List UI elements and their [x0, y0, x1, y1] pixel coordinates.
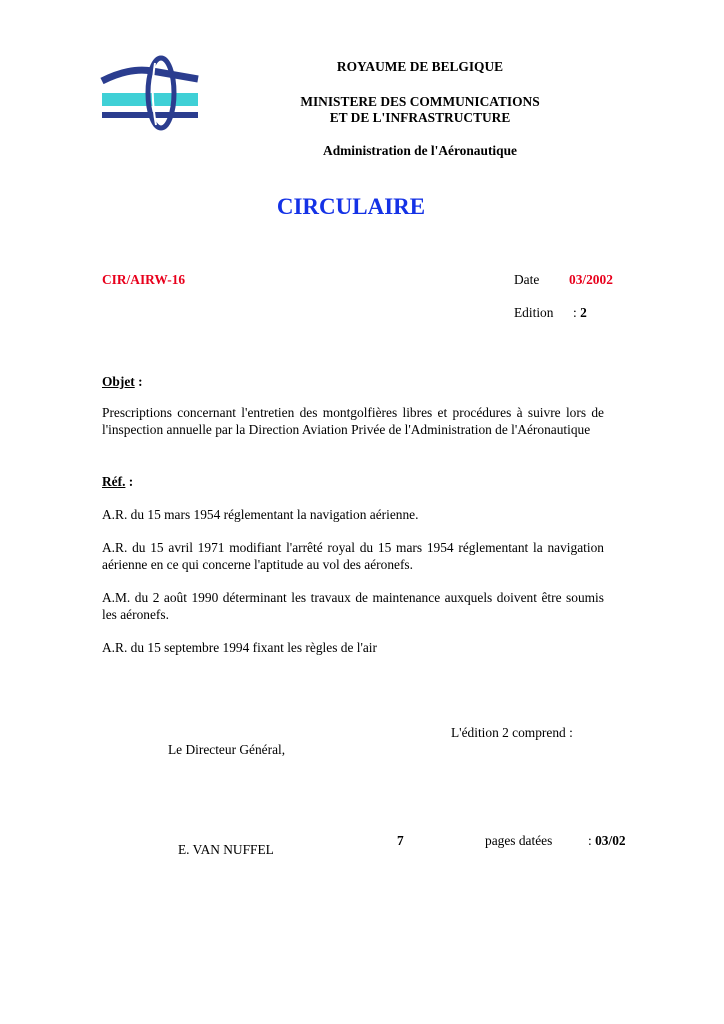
date-value: 03/2002	[569, 272, 613, 287]
pages-date: 03/02	[595, 833, 626, 848]
country-heading: ROYAUME DE BELGIQUE	[336, 59, 504, 74]
signature-name: E. VAN NUFFEL	[178, 842, 274, 857]
edition-separator: :	[573, 305, 577, 320]
pages-date-line	[588, 833, 626, 849]
pages-date-separator: :	[588, 833, 592, 848]
page-count: 7	[397, 833, 404, 848]
document-title: CIRCULAIRE	[276, 194, 426, 219]
signature-role: Le Directeur Général,	[168, 742, 286, 757]
ministry-line-2: ET DE L'INFRASTRUCTURE	[329, 110, 511, 125]
ref-item: A.R. du 15 septembre 1994 fixant les règles de l'air	[102, 640, 377, 655]
objet-label: Objet	[102, 374, 135, 389]
objet-text: Prescriptions concernant l'entretien des montgolfières libres et procédures à suivre lors de l'inspection annuelle par la Direction Aviation Privée de l'Administration de l'Aéronautique	[102, 405, 604, 437]
ref-item: A.R. du 15 avril 1971 modifiant l'arrêté royal du 15 mars 1954 réglementant la navigation aérienne en ce qui concerne l'aptitude au vol des aéronefs.	[102, 540, 604, 572]
objet-colon: :	[134, 374, 143, 389]
edition-summary-heading: L'édition 2 comprend :	[451, 725, 573, 740]
objet-heading	[102, 374, 143, 390]
ref-colon: :	[125, 474, 134, 489]
edition-value: 2	[580, 305, 587, 320]
date-label: Date	[514, 272, 540, 287]
circular-reference: CIR/AIRW-16	[102, 272, 186, 287]
edition-label: Edition	[514, 305, 554, 320]
ref-label: Réf.	[102, 474, 126, 489]
ref-heading	[102, 474, 133, 490]
administration-heading: Administration de l'Aéronautique	[323, 143, 517, 158]
edition-line	[573, 305, 587, 321]
ministry-line-1: MINISTERE DES COMMUNICATIONS	[300, 94, 540, 109]
pages-label: pages datées	[485, 833, 553, 848]
ref-item: A.R. du 15 mars 1954 réglementant la navigation aérienne.	[102, 507, 419, 522]
ref-item: A.M. du 2 août 1990 déterminant les travaux de maintenance auxquels doivent être soumis les aéronefs.	[102, 590, 604, 622]
globe-stripes-logo-icon	[100, 55, 200, 131]
